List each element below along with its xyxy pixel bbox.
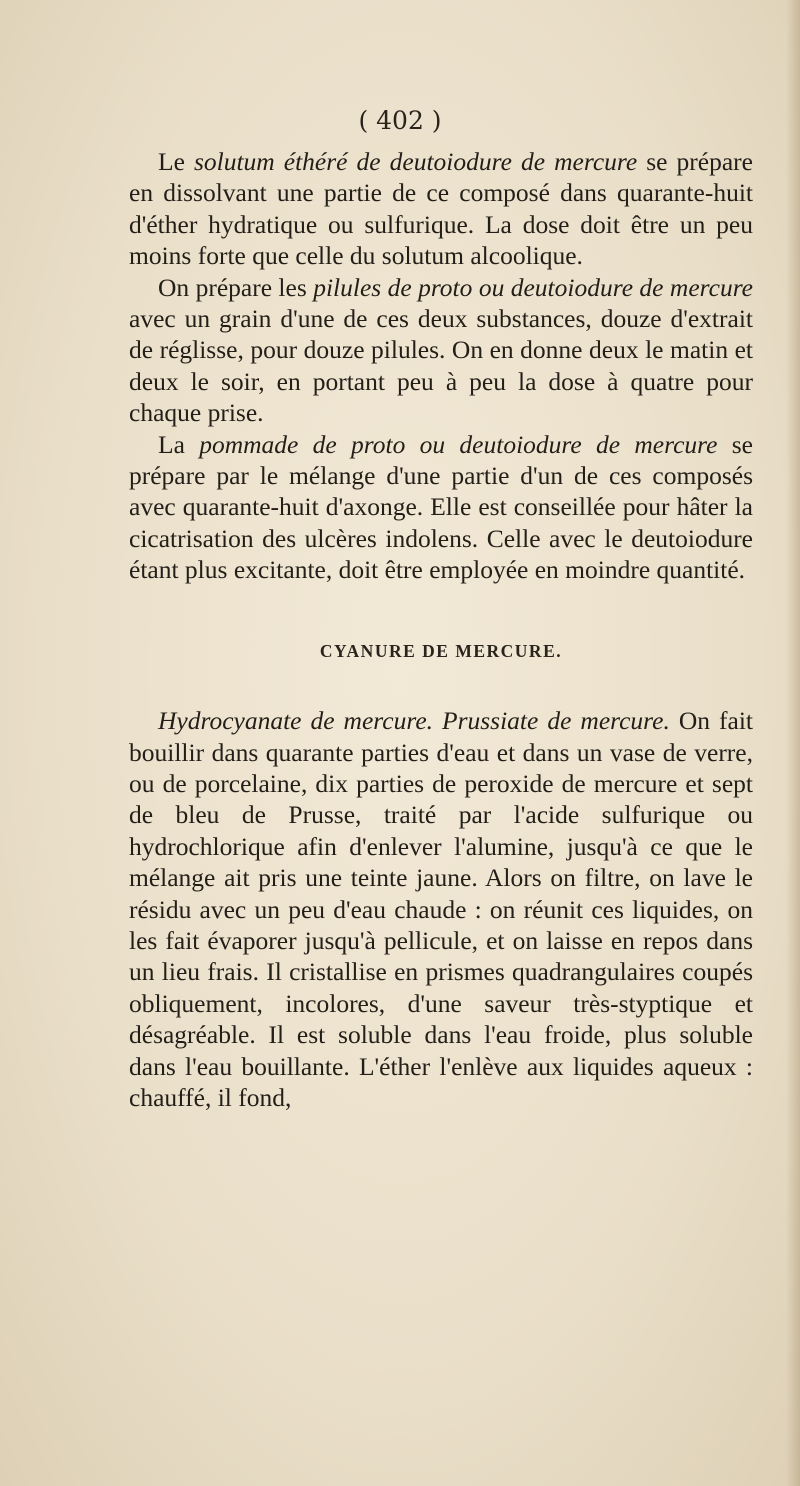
paragraph-body: se prépare par le mélange d'une partie d'un de ces composés avec quarante-huit d'axonge. Elle est conseillée pour hâter la cicatrisation des ulcères indolens. Celle avec le deutoiodure étant plus excitante, doit être employée en moindre quantité. [129,429,753,585]
paragraph-lead: La [158,429,200,459]
paragraph-lead: Le [158,147,194,176]
paragraph-body: avec un grain d'une de ces deux substances, douze d'extrait de réglisse, pour douze pilules. On en donne deux le matin et deux le soir, en portant peu à peu la dose à quatre pour chaque prise. [129,304,753,428]
paragraph-lead: On prépare les [158,272,314,302]
italic-term: solutum éthéré de deutoiodure de mercure [193,147,638,176]
paragraph-pommade [129,429,753,586]
italic-term: pilules de proto ou deutoiodure de mercure [313,272,753,302]
paragraph-pilules [129,272,753,429]
page-number: ( 402 ) [358,106,442,135]
paragraph-solutum [129,146,753,272]
italic-term: pommade de proto ou deutoiodure de mercure [199,429,718,459]
italic-term: Hydrocyanate de mercure. Prussiate de mercure. [158,706,670,736]
paragraph-body: On fait bouillir dans quarante parties d'eau et dans un vase de verre, ou de porcelaine, dix parties de peroxide de mercure et sept de bleu de Prusse, traité par l'acide sulfurique ou hydrochlorique afin d'enlever l'alumine, jusqu'à ce que le mélange ait pris une teinte jaune. Alors on filtre, on lave le résidu avec un peu d'eau chaude : on réunit ces liquides, on les fait évaporer jusqu'à pellicule, et on laisse en repos dans un lieu frais. Il cristallise en prismes quadrangulaires coupés obliquement, incolores, d'une saveur très-styptique et désagréable. Il est soluble dans l'eau froide, plus soluble dans l'eau bouillante. L'éther l'enlève aux liquides aqueux : chauffé, il fond, [129,706,753,1112]
paragraph-cyanure [129,705,753,1113]
page-edge-shadow [786,0,800,1486]
paragraph-body: se prépare en dissolvant une partie de ce composé dans quarante-huit d'éther hydratique ou sulfurique. La dose doit être un peu moins forte que celle du solutum alcoolique. [129,147,753,271]
body-text [129,146,753,1113]
section-heading: CYANURE DE MERCURE. [319,640,563,661]
